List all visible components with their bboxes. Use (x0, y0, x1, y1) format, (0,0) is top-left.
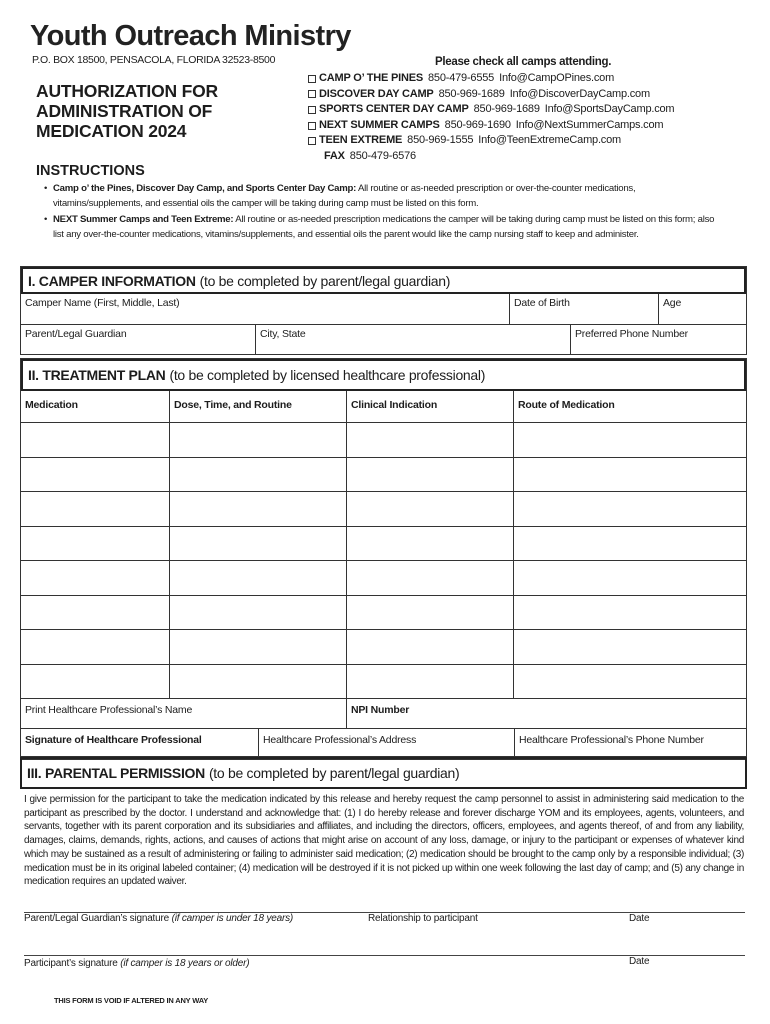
camper-row-1 (21, 294, 746, 324)
medication-cell[interactable] (21, 492, 169, 526)
camp-phone: 850-969-1555 (407, 134, 474, 147)
indication-cell[interactable] (346, 596, 513, 630)
instruction-item (44, 212, 724, 243)
treatment-header-row (21, 391, 746, 422)
instruction-lead: NEXT Summer Camps and Teen Extreme: (53, 213, 234, 225)
dose-cell[interactable] (169, 458, 346, 492)
guardian-signature-label (24, 913, 293, 924)
instructions-heading: INSTRUCTIONS (36, 163, 145, 179)
medication-row (21, 595, 746, 630)
medication-cell[interactable] (21, 665, 169, 699)
camper-information-section (20, 266, 747, 355)
route-cell[interactable] (513, 561, 746, 595)
dose-column-header: Dose, Time, and Routine (169, 391, 346, 422)
org-title: Youth Outreach Ministry (30, 20, 351, 52)
camp-option-discover-day-camp (308, 87, 674, 103)
medication-row (21, 422, 746, 457)
relationship-label: Relationship to participant (368, 913, 478, 924)
medication-row (21, 560, 746, 595)
section-title: I. CAMPER INFORMATION (28, 272, 196, 289)
route-cell[interactable] (513, 630, 746, 664)
camp-email: Info@CampOPines.com (499, 72, 615, 84)
section-note: (to be completed by parent/legal guardian) (199, 272, 451, 289)
indication-cell[interactable] (346, 665, 513, 699)
camp-phone: 850-479-6555 (427, 72, 495, 84)
npi-number-field[interactable]: NPI Number (346, 699, 746, 728)
participant-signature-note: (if camper is 18 years or older) (120, 958, 250, 969)
medication-cell[interactable] (21, 423, 169, 457)
participant-signature-text: Participant’s signature (24, 958, 118, 969)
camp-name: DISCOVER DAY CAMP (319, 87, 434, 100)
medication-row (21, 664, 746, 699)
indication-cell[interactable] (346, 527, 513, 561)
form-title (36, 81, 296, 141)
date-of-birth-field[interactable]: Date of Birth (509, 294, 658, 324)
camp-option-camp-o-the-pines (308, 71, 674, 87)
dose-cell[interactable] (169, 596, 346, 630)
hp-phone-field[interactable]: Healthcare Professional’s Phone Number (514, 729, 746, 759)
route-cell[interactable] (513, 458, 746, 492)
camp-email: Info@TeenExtremeCamp.com (478, 134, 621, 147)
medication-cell[interactable] (21, 458, 169, 492)
parental-permission-section (20, 756, 747, 789)
section-header (21, 267, 746, 294)
healthcare-row-2 (21, 728, 746, 759)
form-title-line-1: AUTHORIZATION FOR (36, 81, 218, 101)
route-cell[interactable] (513, 596, 746, 630)
section-note: (to be completed by parent/legal guardian) (208, 765, 460, 781)
camp-option-next-summer-camps (308, 118, 674, 134)
medication-row (21, 629, 746, 664)
checkbox[interactable] (308, 75, 316, 83)
indication-column-header: Clinical Indication (346, 391, 513, 422)
guardian-signature-text: Parent/Legal Guardian’s signature (24, 913, 169, 924)
indication-cell[interactable] (346, 423, 513, 457)
fax-number: 850-479-6576 (349, 149, 416, 162)
medication-cell[interactable] (21, 596, 169, 630)
section-title: II. TREATMENT PLAN (28, 367, 166, 383)
camp-name: TEEN EXTREME (319, 134, 403, 147)
indication-cell[interactable] (346, 458, 513, 492)
print-name-field[interactable]: Print Healthcare Professional’s Name (25, 704, 193, 716)
guardian-signature-note: (if camper is under 18 years) (171, 913, 294, 924)
camp-name: SPORTS CENTER DAY CAMP (319, 103, 469, 116)
dose-cell[interactable] (169, 527, 346, 561)
checkbox[interactable] (308, 137, 316, 145)
dose-cell[interactable] (169, 665, 346, 699)
checkbox[interactable] (308, 90, 316, 98)
form-title-line-2: ADMINISTRATION OF (36, 101, 213, 121)
indication-cell[interactable] (346, 561, 513, 595)
checkbox[interactable] (308, 122, 316, 130)
date-label-2: Date (629, 956, 650, 967)
fax-label: FAX (324, 149, 345, 162)
route-cell[interactable] (513, 492, 746, 526)
camps-list (308, 71, 674, 165)
medication-cell[interactable] (21, 561, 169, 595)
camp-phone: 850-969-1689 (438, 87, 505, 100)
participant-signature-label (24, 958, 249, 969)
permission-text: I give permission for the participant to take the medication indicated by this release and hereby request the camp personnel to assist in administering said medication to the participant as prescribed by the doctor. I understand and acknowledge that: (1) I do hereby release and forever discharge YOM and its employees, agents, volunteers, and servants, together with its parent corporation and its subsidiaries and affiliates, and including the directors, officers, employees, and agents thereof, of and from any liability, damages, claims, demands, rights, actions, and causes of actions that might arise on account of any loss, damage, or injury to the participant or expenses of whatever kind which may be sustained as a result of administering or failing to administer said medication; (2) medication should be brought to the camp only by a responsible individual; (3) medication must be in its original labeled container; (4) medication will be destroyed if it is not picked up within one week following the last day of camp; and (5) any change in medication requires an updated waiver. (24, 794, 744, 888)
camper-name-field[interactable]: Camper Name (First, Middle, Last) (25, 297, 180, 309)
instructions-list (44, 181, 724, 243)
checkbox[interactable] (308, 106, 316, 114)
instruction-text: All routine or as-needed prescription medications the camper will be taking during camp must be listed on this form; also list any over-the-counter medications, vitamins/supplements, and essential oils the parent would like the camp nursing staff to keep and administer. (53, 213, 715, 241)
instruction-text: All routine or as-needed prescription or over-the-counter medications, vitamins/supplements, and essential oils the camper will be taking during camp must be listed on this form. (53, 183, 636, 210)
org-address: P.O. BOX 18500, PENSACOLA, FLORIDA 32523-8500 (32, 54, 276, 66)
indication-cell[interactable] (346, 630, 513, 664)
indication-cell[interactable] (346, 492, 513, 526)
camp-email: Info@SportsDayCamp.com (544, 103, 675, 116)
camp-phone: 850-969-1690 (444, 118, 511, 131)
instruction-item (44, 181, 724, 212)
camper-row-2 (21, 324, 746, 354)
medication-row (21, 457, 746, 492)
camp-name: NEXT SUMMER CAMPS (319, 118, 440, 131)
instruction-lead: Camp o’ the Pines, Discover Day Camp, and Sports Center Day Camp: (53, 183, 357, 194)
camp-phone: 850-969-1689 (473, 103, 540, 116)
camps-heading: Please check all camps attending. (435, 56, 612, 68)
date-label-1: Date (629, 913, 650, 924)
preferred-phone-field[interactable]: Preferred Phone Number (570, 325, 746, 354)
camp-option-teen-extreme (308, 133, 674, 149)
medication-cell[interactable] (21, 630, 169, 664)
hp-address-field[interactable]: Healthcare Professional’s Address (258, 729, 514, 759)
medication-column-header: Medication (25, 399, 78, 411)
camp-option-sports-center-day-camp (308, 102, 674, 118)
void-notice: THIS FORM IS VOID IF ALTERED IN ANY WAY (54, 996, 209, 1005)
fax-row (308, 149, 674, 165)
section-title: III. PARENTAL PERMISSION (27, 765, 205, 781)
medication-row (21, 526, 746, 561)
medication-rows (21, 422, 746, 698)
dose-cell[interactable] (169, 561, 346, 595)
dose-cell[interactable] (169, 423, 346, 457)
form-title-line-3: MEDICATION 2024 (36, 121, 187, 141)
medication-row (21, 491, 746, 526)
dose-cell[interactable] (169, 630, 346, 664)
age-field[interactable]: Age (658, 294, 746, 324)
treatment-plan-section (20, 358, 747, 760)
route-cell[interactable] (513, 665, 746, 699)
camp-name: CAMP O’ THE PINES (319, 72, 423, 84)
medication-cell[interactable] (21, 527, 169, 561)
healthcare-row-1 (21, 698, 746, 728)
camp-email: Info@NextSummerCamps.com (515, 118, 664, 131)
dose-cell[interactable] (169, 492, 346, 526)
camp-email: Info@DiscoverDayCamp.com (509, 87, 650, 100)
guardian-field[interactable]: Parent/Legal Guardian (25, 328, 127, 340)
section-note: (to be completed by licensed healthcare professional) (169, 367, 486, 383)
city-state-field[interactable]: City, State (255, 325, 570, 354)
section-header (20, 757, 747, 789)
route-cell[interactable] (513, 423, 746, 457)
section-header (21, 359, 746, 391)
signature-field[interactable]: Signature of Healthcare Professional (25, 734, 202, 746)
route-cell[interactable] (513, 527, 746, 561)
route-column-header: Route of Medication (513, 391, 746, 422)
